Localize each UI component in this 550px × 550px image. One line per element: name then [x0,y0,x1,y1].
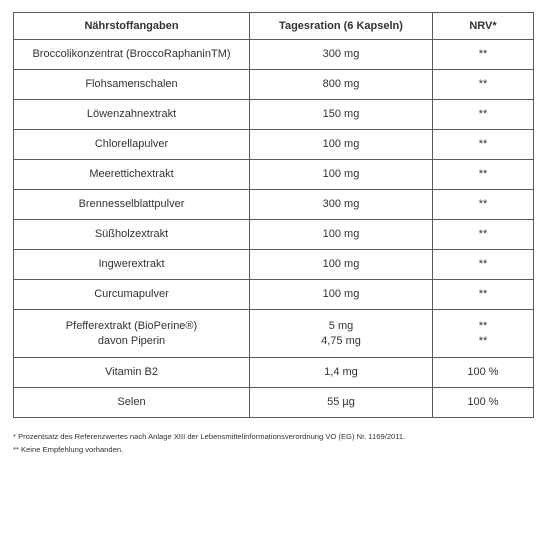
nutrient-cell-text: Brennesselblattpulver [78,198,185,210]
amount-cell-text: 100 mg [322,258,360,270]
amount-cell [250,358,433,388]
amount-cell-text: 4,75 mg [321,334,361,347]
nrv-cell-text: ** [478,168,488,180]
amount-cell [250,160,433,190]
nutrient-cell [14,190,250,220]
nutrition-table [13,12,534,418]
nutrient-cell [14,130,250,160]
nrv-cell [433,310,534,358]
amount-cell-text: 300 mg [322,48,360,60]
nutrient-cell-text: Ingwerextrakt [98,258,165,270]
table-row [14,280,534,310]
nutrient-cell [14,160,250,190]
nrv-cell [433,358,534,388]
table-row [14,220,534,250]
nrv-cell-text: 100 % [467,366,499,378]
nutrient-cell-text: Broccolikonzentrat (BroccoRaphaninTM) [32,48,231,60]
table-row [14,100,534,130]
amount-cell [250,190,433,220]
amount-cell [250,220,433,250]
nutrient-cell [14,70,250,100]
nutrient-cell [14,280,250,310]
amount-cell [250,310,433,358]
nrv-cell-text: ** [478,78,488,90]
amount-cell [250,100,433,130]
nutrient-cell-text: Meerettichextrakt [89,168,174,180]
footnote-no-recommendation: ** Keine Empfehlung vorhanden. [13,445,124,454]
amount-cell-text: 100 mg [322,138,360,150]
nrv-cell-text: ** [478,334,488,347]
header-nrv: NRV* [433,13,534,40]
nutrient-cell-text: Selen [117,396,146,408]
footnotes [13,430,538,456]
nrv-cell [433,190,534,220]
table-row [14,70,534,100]
nrv-cell-text: ** [478,198,488,210]
nrv-cell-text: ** [478,138,488,150]
nutrient-cell [14,250,250,280]
nutrient-cell-text: Löwenzahnextrakt [86,108,177,120]
table-row [14,40,534,70]
nrv-cell [433,280,534,310]
nutrient-cell-text: Curcumapulver [94,288,169,300]
nrv-cell-text: ** [478,288,488,300]
amount-cell-text: 300 mg [322,198,360,210]
nrv-cell [433,160,534,190]
amount-cell-text: 1,4 mg [324,366,358,378]
header-nutrient: Nährstoffangaben [14,13,250,40]
amount-cell [250,70,433,100]
nutrient-cell-text: Pfefferextrakt (BioPerine®) [65,319,198,332]
amount-cell-text: 100 mg [322,288,360,300]
header-daily-amount: Tagesration (6 Kapseln) [250,13,433,40]
nrv-cell-text: ** [478,228,488,240]
amount-cell-text: 100 mg [322,228,360,240]
nrv-cell [433,130,534,160]
nrv-cell [433,100,534,130]
nrv-cell [433,40,534,70]
nutrient-cell [14,388,250,418]
amount-cell [250,388,433,418]
nutrient-cell-text: Chlorellapulver [94,138,169,150]
table-row [14,190,534,220]
nrv-cell [433,250,534,280]
table-body [14,40,534,418]
nrv-cell-text: ** [478,258,488,270]
nrv-cell [433,220,534,250]
amount-cell-text: 100 mg [322,168,360,180]
amount-cell [250,40,433,70]
table-row [14,250,534,280]
amount-cell [250,250,433,280]
nutrient-cell-text: Vitamin B2 [105,366,158,378]
amount-cell [250,130,433,160]
nrv-cell [433,388,534,418]
table-row [14,160,534,190]
nrv-cell-text: ** [478,319,488,332]
nutrient-cell [14,358,250,388]
nrv-cell [433,70,534,100]
nutrient-cell-text: Flohsamenschalen [85,78,178,90]
amount-cell [250,280,433,310]
nutrient-cell [14,310,250,358]
nutrient-cell [14,40,250,70]
table-row [14,130,534,160]
table-row [14,310,534,358]
nutrient-cell-text: davon Piperin [97,334,166,347]
table-row [14,388,534,418]
nrv-cell-text: ** [478,48,488,60]
nrv-cell-text: ** [478,108,488,120]
amount-cell-text: 150 mg [322,108,360,120]
table-row [14,358,534,388]
nrv-cell-text: 100 % [467,396,499,408]
amount-cell-text: 5 mg [328,319,354,332]
nutrient-cell [14,100,250,130]
footnote-nrv: * Prozentsatz des Referenzwertes nach Anlage XIII der Lebensmittelinformationsverordnung VO (EG) Nr. 1169/2011. [13,432,406,441]
nutrient-cell [14,220,250,250]
table-header-row [14,13,534,40]
amount-cell-text: 800 mg [322,78,360,90]
nutrient-cell-text: Süßholzextrakt [94,228,169,240]
amount-cell-text: 55 µg [327,396,355,408]
